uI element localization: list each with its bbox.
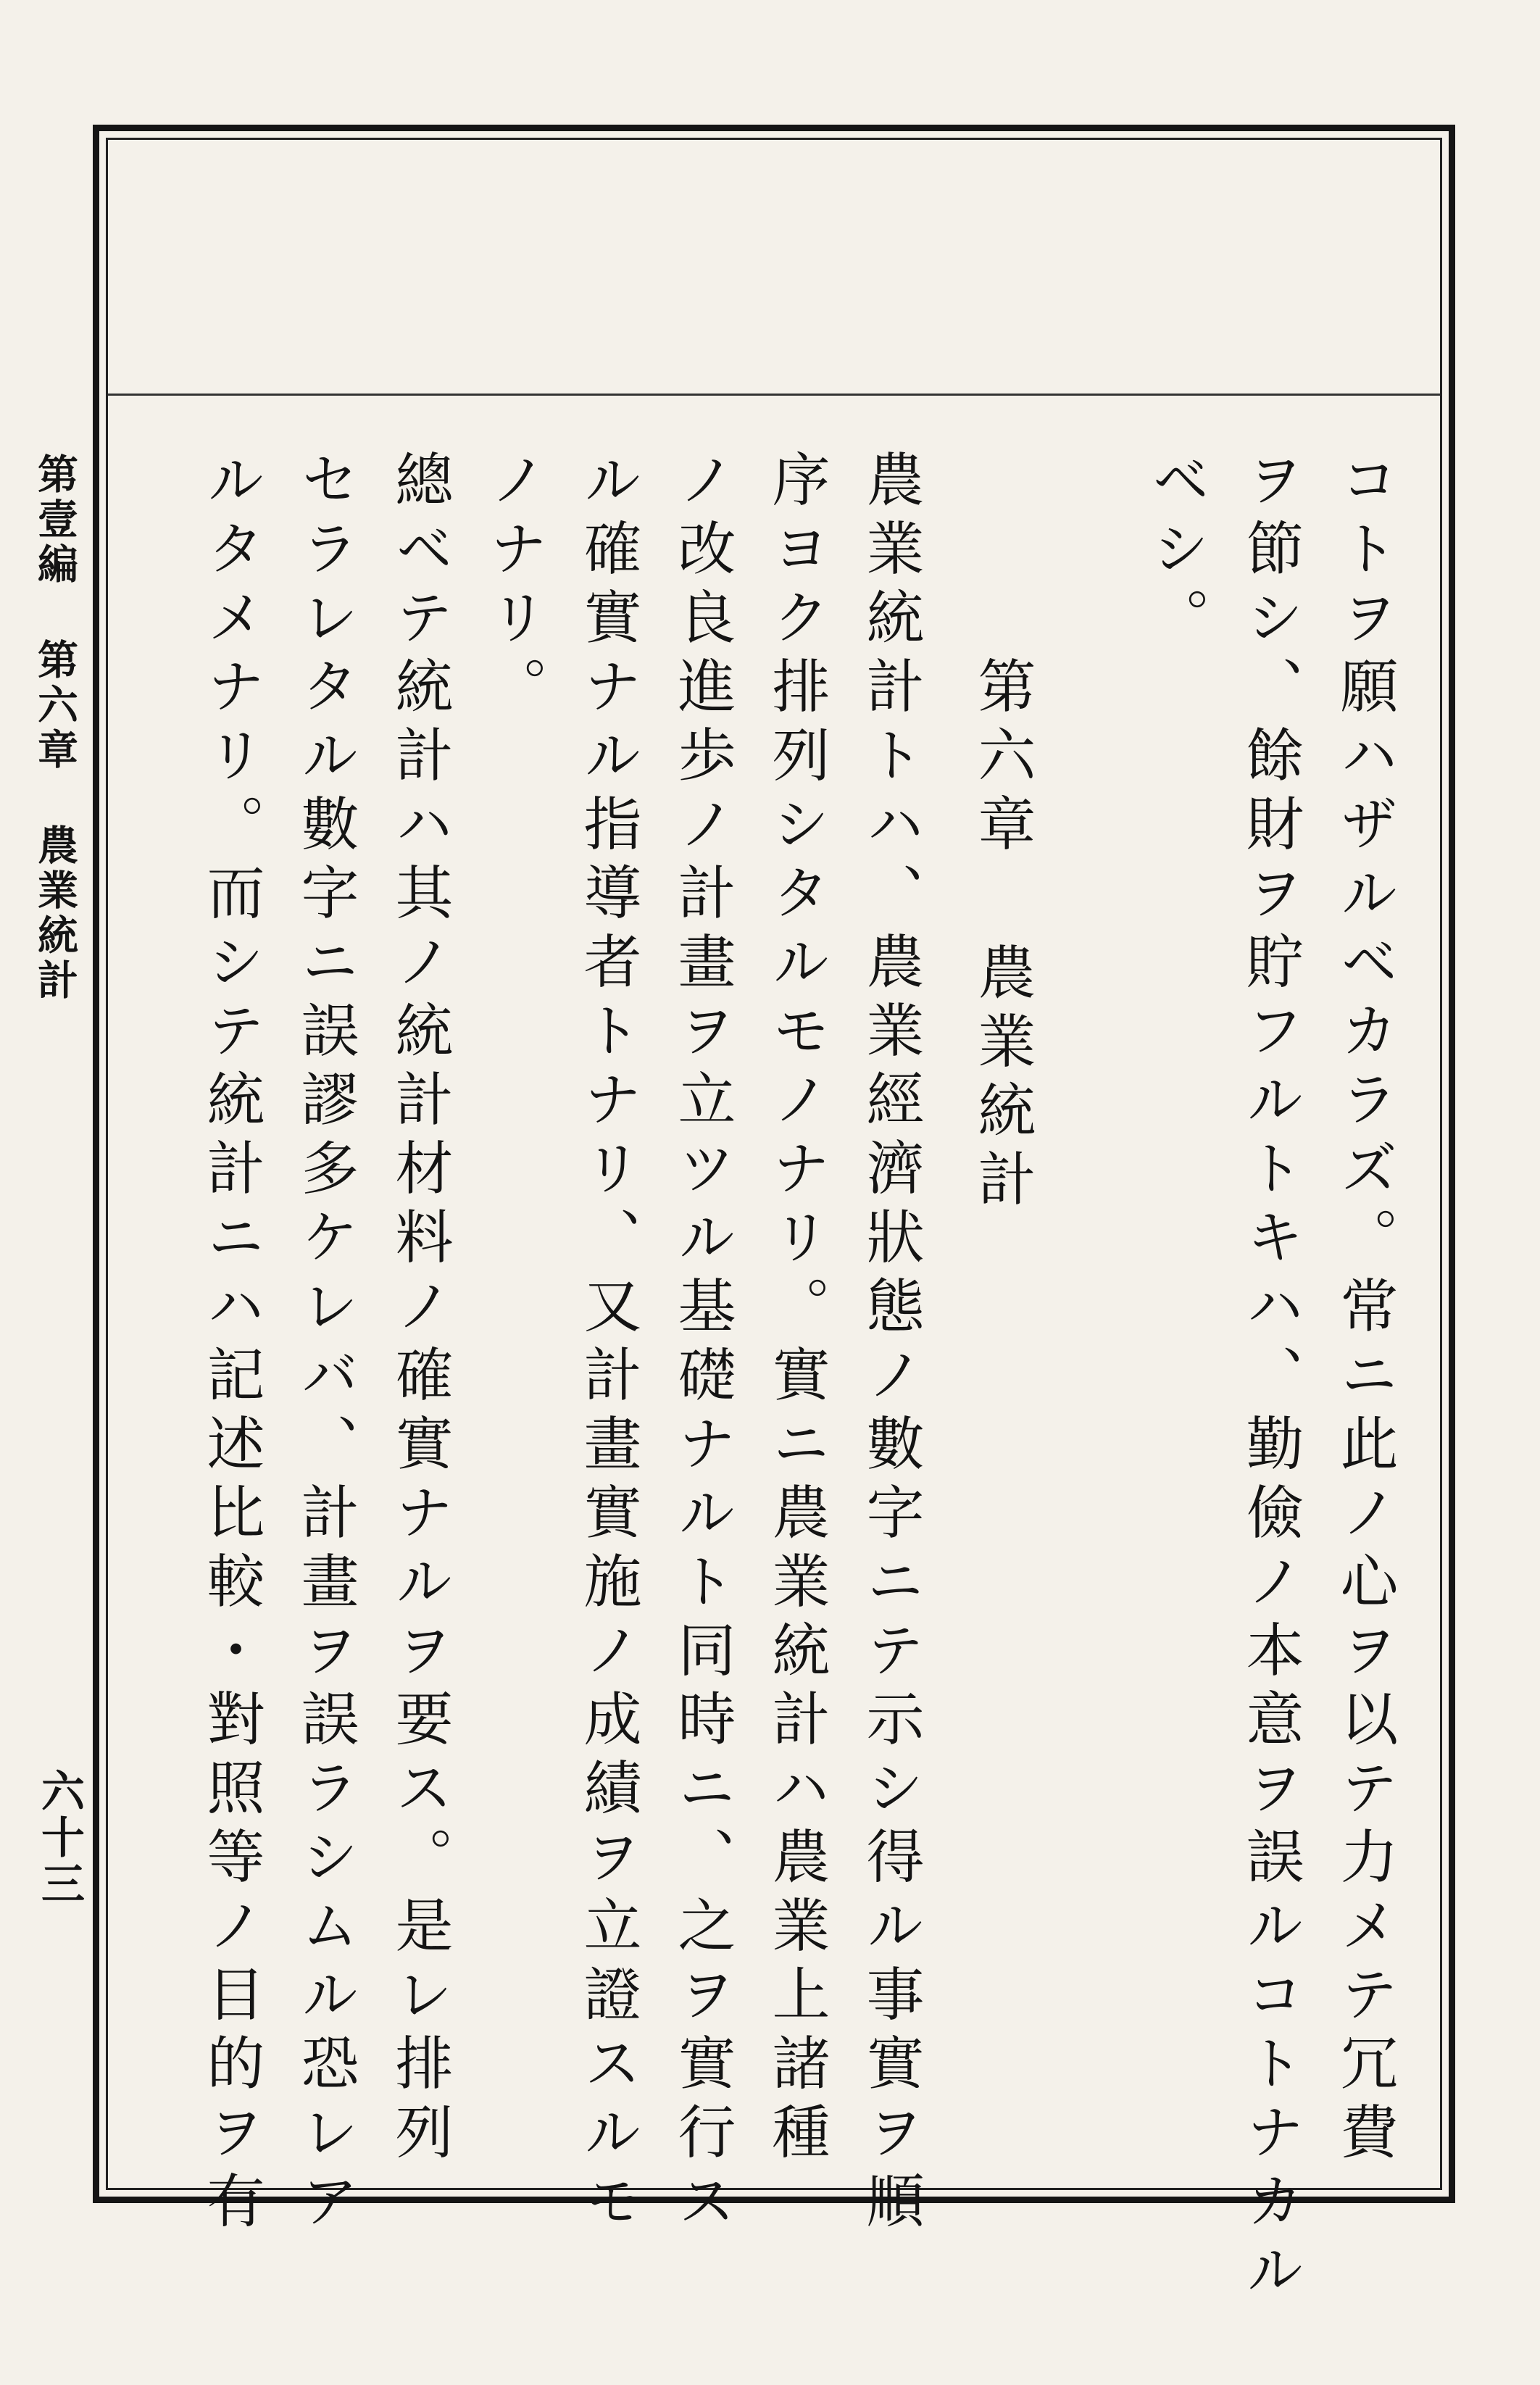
running-head-volume: 第壹編 [31,453,79,588]
text-column-10: セラレタル數字ニ誤謬多ケレバ、計畫ヲ誤ラシムル恐レア [291,449,359,2239]
text-column-3: ベシ。 [1142,449,1210,656]
text-column-5: 序ヨク排列シタルモノナリ。實ニ農業統計ハ農業上諸種 [762,449,830,2170]
text-column-7: ル確實ナル指導者トナリ、又計畫實施ノ成績ヲ立證スルモ [574,449,641,2239]
text-column-1: コトヲ願ハザルベカラズ。常ニ此ノ心ヲ以テ力メテ冗費 [1331,449,1398,2170]
text-column-4: 農業統計トハ、農業經濟狀態ノ數字ニテ示シ得ル事實ヲ順 [857,449,924,2239]
chapter-title: 農業統計 [968,942,1036,1218]
running-head-title: 農業統計 [31,824,79,1004]
text-column-11: ルタメナリ。而シテ統計ニハ記述比較・對照等ノ目的ヲ有 [197,449,265,2239]
running-head [31,453,79,1004]
running-head-chapter: 第六章 [31,638,79,773]
text-column-8: ノナリ。 [480,449,547,725]
text-column-6: ノ改良進歩ノ計畫ヲ立ツル基礎ナルト同時ニ、之ヲ實行ス [668,449,736,2239]
text-column-2: ヲ節シ、餘財ヲ貯フルトキハ、勤儉ノ本意ヲ誤ルコトナカル [1236,449,1304,2308]
page-number: 六十三 [34,1768,85,1907]
chapter-heading [968,656,1036,1218]
header-divider [108,394,1440,396]
text-column-9: 總ベテ統計ハ其ノ統計材料ノ確實ナルヲ要ス。是レ排列 [386,449,453,2170]
chapter-number: 第六章 [968,656,1036,862]
